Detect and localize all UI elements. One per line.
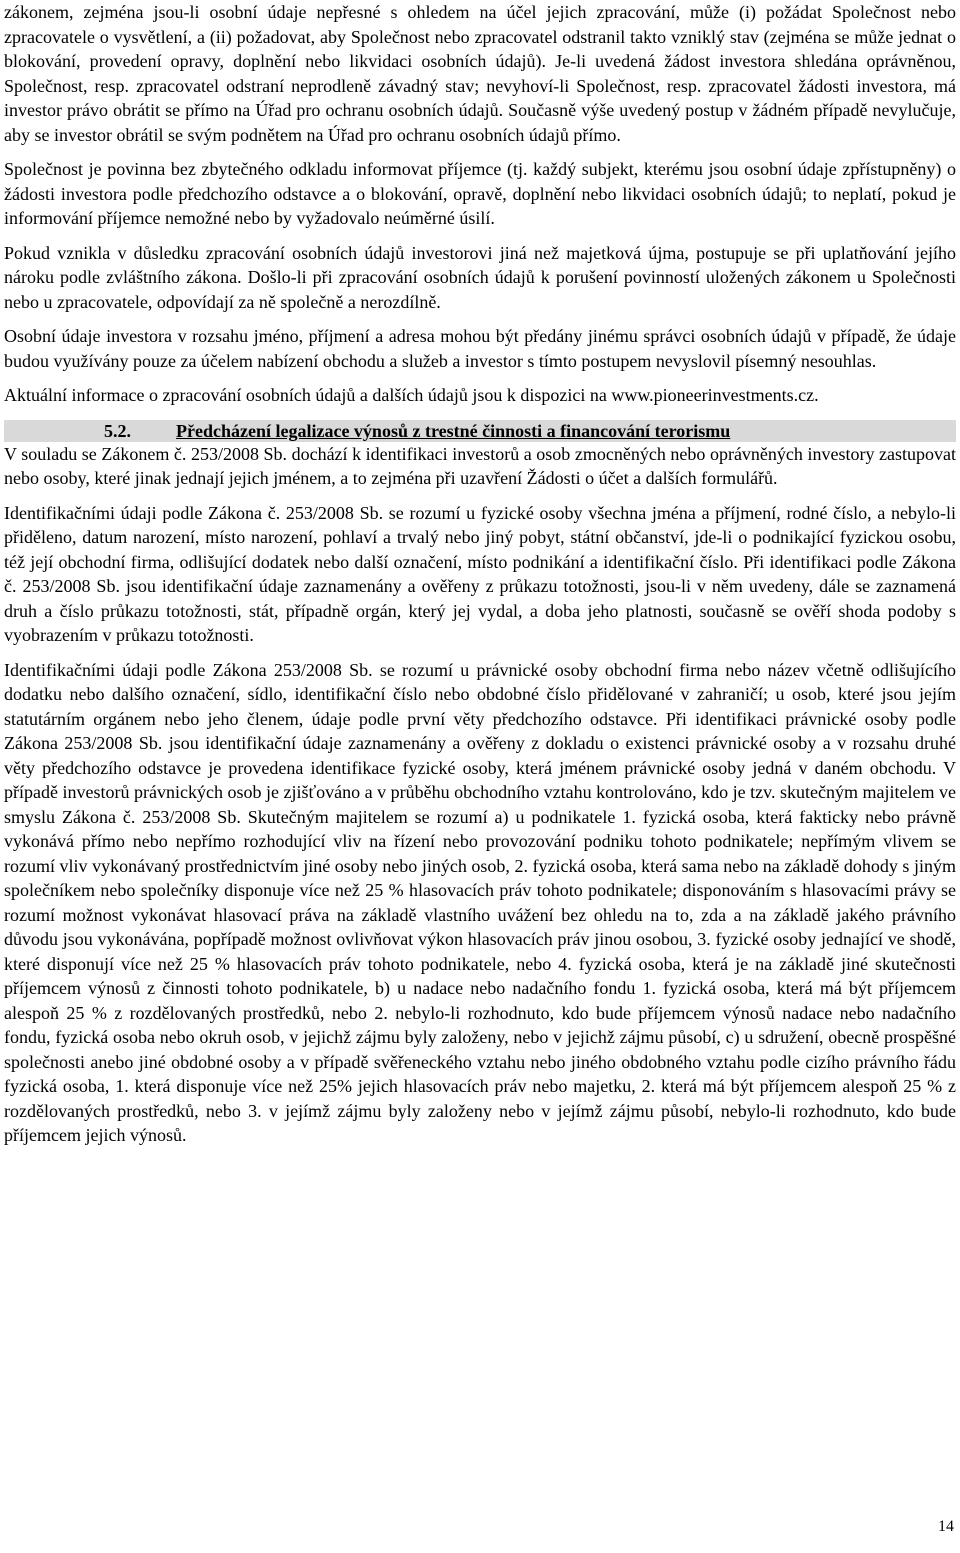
paragraph-recipient-notice: Společnost je povinna bez zbytečného odkladu informovat příjemce (tj. každý subjekt, kterému jsou osobní údaje zpřístupněny) o žádosti investora podle předchozího odstavce a o blokování, opravě, doplnění nebo likvidaci osobních údajů; to neplatí, pokud je informování příjemce nemožné nebo by vyžadovalo neúměrné úsilí. (4, 159, 956, 228)
paragraph-non-material-harm: Pokud vznikla v důsledku zpracování osobních údajů investorovi jiná než majetková újma, postupuje se při uplatňování jejího nároku podle zvláštního zákona. Došlo-li při zpracování osobních údajů k porušení povinností uložených zákonem u Společnosti nebo u zpracovatele, odpovídají za ně společně a nerozdílně. (4, 242, 956, 312)
section-title: Předcházení legalizace výnosů z trestné činnosti a financování terorismu (176, 420, 731, 441)
document-page (4, 0, 956, 1148)
paragraph-data-transfer: Osobní údaje investora v rozsahu jméno, příjmení a adresa mohou být předány jinému správci osobních údajů v případě, že údaje budou využívány pouze za účelem nabízení obchodu a služeb a investor s tímto postupem nevyslovil písemný nesouhlas. (4, 326, 956, 371)
paragraph-data-correction: zákonem, zejména jsou-li osobní údaje nepřesné s ohledem na účel jejich zpracování, může (i) požádat Společnost nebo zpracovatele o vysvětlení, a (ii) požadovat, aby Společnost nebo zpracovatel odstranil takto vzniklý stav (zejména se může jednat o blokování, provedení opravy, doplnění nebo likvidaci osobních údajů). Je-li uvedená žádost investora shledána oprávněnou, Společnost, resp. zpracovatel odstraní neprodleně závadný stav; nevyhoví-li Společnost, resp. zpracovatel žádosti investora, má investor právo obrátit se přímo na Úřad pro ochranu osobních údajů. Současně výše uvedený postup v žádném případě nevylučuje, aby se investor obrátil se svým podnětem na Úřad pro ochranu osobních údajů přímo. (4, 2, 956, 145)
section-heading (4, 420, 956, 442)
page-number: 14 (938, 1518, 954, 1535)
paragraph-natural-person-identification: Identifikačními údaji podle Zákona č. 253/2008 Sb. se rozumí u fyzické osoby všechna jména a příjmení, rodné číslo, a nebylo-li přiděleno, datum narození, místo narození, pohlaví a trvalý nebo jiný pobyt, státní občanství, jde-li o podnikající fyzickou osobu, též její obchodní firma, odlišující dodatek nebo další označení, místo podnikání a identifikační číslo. Při identifikaci podle Zákona č. 253/2008 Sb. jsou identifikační údaje zaznamenány a ověřeny z průkazu totožnosti, jsou-li v něm uvedeny, dále se zaznamená druh a číslo průkazu totožnosti, stát, případně orgán, který jej vydal, a doba jeho platnosti, současně se ověří shoda podoby s vyobrazením v průkazu totožnosti. (4, 502, 956, 645)
section-number: 5.2. (104, 420, 131, 441)
paragraph-identification-intro: V souladu se Zákonem č. 253/2008 Sb. dochází k identifikaci investorů a osob zmocněných nebo oprávněných investory zastupovat nebo osoby, které jinak jednají jejich jménem, a to zejména při uzavření Žádosti o účet a dalších formulářů. (4, 443, 956, 488)
paragraph-current-information: Aktuální informace o zpracování osobních údajů a dalších údajů jsou k dispozici na www.pioneerinvestments.cz. (4, 385, 819, 405)
paragraph-legal-person-identification: Identifikačními údaji podle Zákona 253/2008 Sb. se rozumí u právnické osoby obchodní firma nebo název včetně odlišujícího dodatku nebo dalšího označení, sídlo, identifikační číslo nebo obdobné číslo přidělované v zahraničí; u osob, které jsou jejím statutárním orgánem nebo jeho členem, údaje podle první věty předchozího odstavce. Při identifikaci právnické osoby podle Zákona 253/2008 Sb. jsou identifikační údaje zaznamenány a ověřeny z dokladu o existenci právnické osoby a v rozsahu druhé věty předchozího odstavce je provedena identifikace fyzické osoby, která jménem právnické osoby jedná v daném obchodu. V případě investorů právnických osob je zjišťováno a v průběhu obchodního vztahu kontrolováno, kdo je tzv. skutečným majitelem ve smyslu Zákona č. 253/2008 Sb. Skutečným majitelem se rozumí a) u podnikatele 1. fyzická osoba, která fakticky nebo právně vykonává přímo nebo nepřímo rozhodující vliv na řízení nebo provozování podniku tohoto podnikatele; nepřímým vlivem se rozumí vliv vykonávaný prostřednictvím jiné osoby nebo jiných osob, 2. fyzická osoba, která sama nebo na základě dohody s jiným společníkem nebo společníky disponuje více než 25 % hlasovacích práv tohoto podnikatele; disponováním s hlasovacími právy se rozumí možnost vykonávat hlasovací práva na základě vlastního uvážení bez ohledu na to, zda a na základě jakého právního důvodu jsou vykonávána, popřípadě možnost ovlivňovat výkon hlasovacích práv jinou osobou, 3. fyzické osoby jednající ve shodě, které disponují více než 25 % hlasovacích práv tohoto podnikatele, nebo 4. fyzická osoba, která je na základě jiné skutečnosti příjemcem výnosů z činnosti tohoto podnikatele, b) u nadace nebo nadačního fondu 1. fyzická osoba, která má být příjemcem alespoň 25 % z rozdělovaných prostředků, nebo 2. nebylo-li rozhodnuto, kdo bude příjemcem výnosů nadace nebo nadačního fondu, fyzická osoba nebo okruh osob, v jejichž zájmu byly založeny, nebo v jejichž zájmu působí, c) u sdružení, obecně prospěšné společnosti anebo jiné obdobné osoby a v případě svěřeneckého vztahu nebo jiného obdobného vztahu podle cizího právního řádu fyzická osoba, 1. která disponuje více než 25% jejich hlasovacích práv nebo majetku, 2. která má být příjemcem alespoň 25 % z rozdělovaných prostředků, nebo 3. v jejímž zájmu byly založeny nebo v jejímž zájmu působí, nebylo-li rozhodnuto, kdo bude příjemcem jejich výnosů. (4, 659, 956, 1145)
